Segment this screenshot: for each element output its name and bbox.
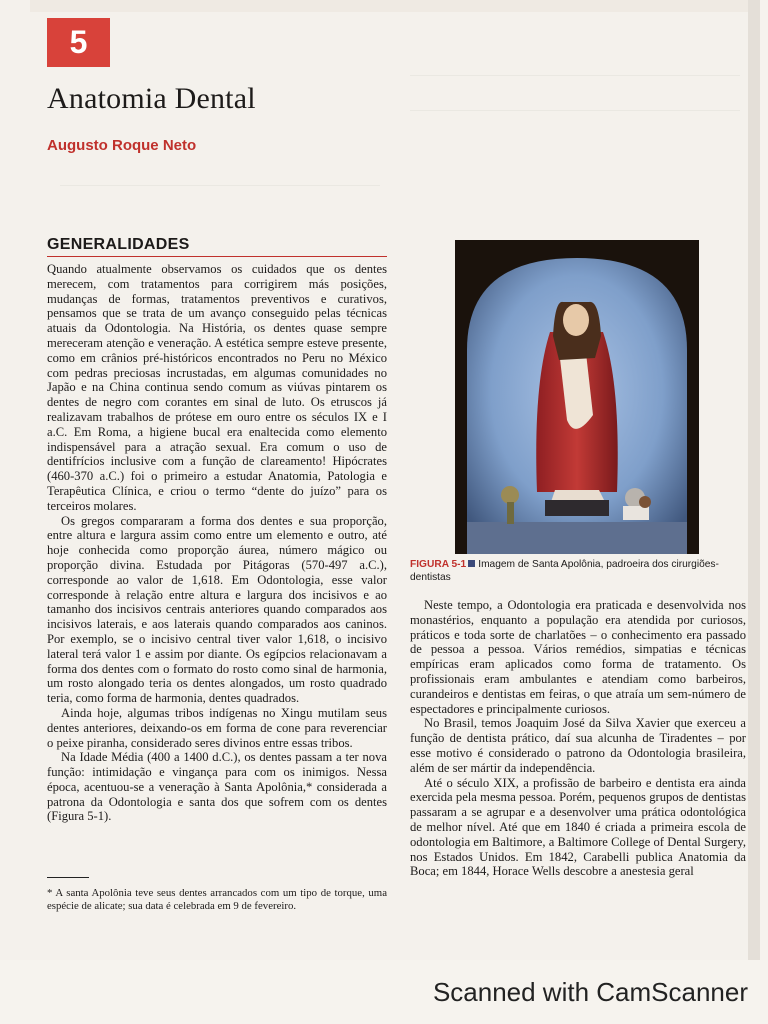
paragraph: Neste tempo, a Odontologia era praticada e desenvolvida nos monastérios, enquanto a população era atendida por curiosos, práticos e toda sorte de charlatões – o conhecimento era passado de pessoa a pessoa. Vários remédios, simpatias e técnicas empíricas eram aplicados como forma de tratamento. Os profissionais eram ambulantes e atendiam como barbeiros, curandeiros e dentistas em feiras, o que atraía um sem-número de espectadores e principalmente curiosos.	[410, 598, 746, 716]
paragraph: Quando atualmente observamos os cuidados que os dentes merecem, com tratamentos para corrigirem más posições, mudanças de formas, tratamentos preventivos e curativos, pensamos que se trata de um avanço conseguido pelas técnicas atuais da Odontologia. Na História, os dentes quase sempre mereceram atenção e veneração. A estética sempre esteve presente, como em crânios pré-históricos encontrados no Peru no México com pedras preciosas incrustadas, em algumas comunidades no Japão e na China continua sendo comum as viúvas pintarem os dentes de negro com corantes em sinal de luto. Os etruscos já realizavam trabalhos de prótese em ouro entre os séculos IX e I a.C. Em Roma, a higiene bucal era enaltecida como elemento indispensável para a atração sexual. Era comum o uso de dentifrícios inclusive com a função de clareamento! Hipócrates (460-370 a.C.) foi o primeiro a estudar Anatomia, Patologia e Terapêutica Clínica, e criou o termo “dente do juízo” para os terceiros molares.	[47, 262, 387, 513]
square-bullet-icon	[468, 560, 475, 567]
page-top-bleed	[30, 0, 758, 12]
paragraph: No Brasil, temos Joaquim José da Silva Xavier que exerceu a função de dentista prático, daí sua alcunha de Tiradentes – por esse motivo é considerado o patrono da Odontologia brasileira, além de ser mártir da independência.	[410, 716, 746, 775]
chapter-number-badge: 5	[47, 18, 110, 67]
left-column	[47, 262, 387, 824]
chapter-title: Anatomia Dental	[47, 82, 256, 115]
page-edge	[748, 0, 760, 960]
paragraph: Na Idade Média (400 a 1400 d.C.), os dentes passam a ter nova função: intimidação e vingança para com os inimigos. Nessa época, acentuou-se a veneração à Santa Apolônia,* considerada a patrona da Odontologia e santa dos que sofrem com os dentes (Figura 5-1).	[47, 750, 387, 824]
camscanner-watermark: Scanned with CamScanner	[432, 977, 748, 1007]
statue-illustration	[455, 240, 699, 554]
footnote: * A santa Apolônia teve seus dentes arrancados com um tipo de torque, uma espécie de alicate; sua data é celebrada em 9 de fevereiro.	[47, 887, 387, 912]
paragraph: Ainda hoje, algumas tribos indígenas no Xingu mutilam seus dentes anteriores, deixando-os em forma de cone para reverenciar o peixe piranha, considerado seres divinos entre essas tribos.	[47, 705, 387, 750]
figure-caption	[410, 559, 746, 584]
figure-caption-text: Imagem de Santa Apolônia, padroeira dos cirurgiões-dentistas	[410, 559, 719, 583]
right-column	[410, 598, 746, 879]
chapter-author: Augusto Roque Neto	[47, 137, 197, 154]
paragraph: Os gregos compararam a forma dos dentes e sua proporção, entre altura e largura assim como entre um elemento e outro, até hoje conhecida como proporção áurea, número mágico ou proporção divina. Estudada por Pitágoras (570-497 a.C.), corresponde ao valor de 1,618. Em Odontologia, esse valor corresponde à relação entre altura e largura dos incisivos e ao tamanho dos incisivos centrais anteriores quando comparados aos incisivos laterais, e aos laterais quando comparados aos caninos. Por exemplo, se o incisivo central tiver valor 1,618, o incisivo lateral terá valor 1 e assim por diante. Os egípcios relacionavam a forma dos dentes com o formato do rosto como sinal de harmonia, um rosto alongado teria os dentes alongados, um rosto quadrado teria, como forma de harmonia, dentes quadrados.	[47, 513, 387, 706]
paragraph: Até o século XIX, a profissão de barbeiro e dentista era ainda exercida pela mesma pessoa. Porém, pequenos grupos de dentistas passaram a se agrupar e a desenvolver uma prática odontológica de melhor nível. Até que em 1840 é criada a primeira escola de odontologia em Baltimore, a Baltimore College of Dental Surgery, nos Estados Unidos. Em 1842, Carabelli publica Anatomia da Boca; em 1844, Horace Wells descobre a anestesia geral	[410, 775, 746, 879]
section-heading: GENERALIDADES	[47, 236, 190, 253]
section-rule	[47, 256, 387, 257]
figure-label: FIGURA 5-1	[410, 559, 467, 570]
figure-santa-apolonia-photo	[455, 240, 699, 554]
footnote-rule	[47, 877, 89, 878]
